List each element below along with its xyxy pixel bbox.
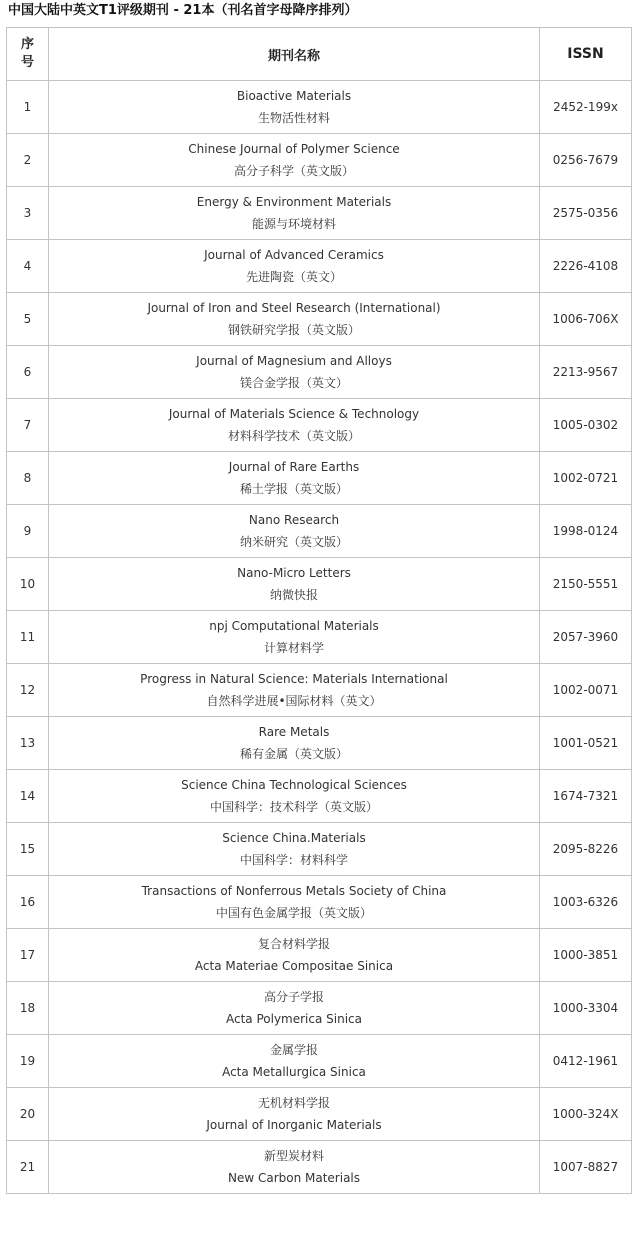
header-journal-name: 期刊名称 <box>49 28 540 81</box>
journal-name-line1: Chinese Journal of Polymer Science <box>188 142 400 156</box>
journal-name-line1: Progress in Natural Science: Materials International <box>140 672 448 686</box>
table-row <box>7 823 632 876</box>
row-issn: 1003-6326 <box>540 876 632 929</box>
table-row <box>7 293 632 346</box>
journal-name-line2: 稀有金属（英文版） <box>239 747 348 761</box>
table-row <box>7 717 632 770</box>
journal-name-line1: Transactions of Nonferrous Metals Society of China <box>141 884 447 898</box>
row-issn: 1000-324X <box>540 1088 632 1141</box>
row-serial-number: 8 <box>7 452 49 505</box>
table-row <box>7 81 632 134</box>
journal-name-line1: Journal of Materials Science & Technology <box>168 407 420 421</box>
row-journal-name <box>49 134 540 187</box>
journal-name-line2: 中国有色金属学报（英文版） <box>215 906 372 920</box>
table-row <box>7 770 632 823</box>
row-serial-number: 6 <box>7 346 49 399</box>
journal-name-line1: Science China.Materials <box>222 831 366 845</box>
table-header <box>7 28 632 81</box>
row-journal-name <box>49 664 540 717</box>
row-issn: 1007-8827 <box>540 1141 632 1194</box>
journal-name-line1: Nano Research <box>248 513 340 527</box>
journal-name-line2: 生物活性材料 <box>257 111 330 125</box>
row-issn: 2213-9567 <box>540 346 632 399</box>
row-serial-number: 20 <box>7 1088 49 1141</box>
row-issn: 1002-0721 <box>540 452 632 505</box>
row-issn: 2452-199x <box>540 81 632 134</box>
journal-name-line2: 钢铁研究学报（英文版） <box>227 323 360 337</box>
table-row <box>7 1035 632 1088</box>
journal-name-line2: 高分子科学（英文版） <box>233 164 354 178</box>
row-journal-name <box>49 982 540 1035</box>
journal-name-line2: 纳微快报 <box>269 588 318 602</box>
header-row <box>7 28 632 81</box>
row-journal-name <box>49 558 540 611</box>
row-issn: 1674-7321 <box>540 770 632 823</box>
journal-name-line2: Acta Materiae Compositae Sinica <box>194 959 394 973</box>
journal-name-line2: 纳米研究（英文版） <box>239 535 348 549</box>
row-serial-number: 19 <box>7 1035 49 1088</box>
row-journal-name <box>49 81 540 134</box>
table-row <box>7 929 632 982</box>
row-journal-name <box>49 1141 540 1194</box>
row-serial-number: 9 <box>7 505 49 558</box>
row-issn: 1002-0071 <box>540 664 632 717</box>
row-issn: 2095-8226 <box>540 823 632 876</box>
table-row <box>7 1088 632 1141</box>
page-title: 中国大陆中英文T1评级期刊 - 21本（刊名首字母降序排列） <box>8 3 358 18</box>
row-issn: 1005-0302 <box>540 399 632 452</box>
journal-name-line1: Energy & Environment Materials <box>196 195 392 209</box>
header-serial-line1: 序 <box>20 37 34 52</box>
row-issn: 0412-1961 <box>540 1035 632 1088</box>
row-journal-name <box>49 346 540 399</box>
row-journal-name <box>49 611 540 664</box>
row-journal-name <box>49 399 540 452</box>
row-issn: 2575-0356 <box>540 187 632 240</box>
journal-name-line1: 无机材料学报 <box>257 1096 330 1110</box>
journal-name-line1: Bioactive Materials <box>236 89 352 103</box>
journal-name-line2: 稀土学报（英文版） <box>239 482 348 496</box>
row-issn: 1001-0521 <box>540 717 632 770</box>
journal-name-line1: Journal of Advanced Ceramics <box>204 248 384 262</box>
row-serial-number: 14 <box>7 770 49 823</box>
row-journal-name <box>49 823 540 876</box>
row-journal-name <box>49 505 540 558</box>
journal-name-line2: Acta Polymerica Sinica <box>225 1012 362 1026</box>
row-issn: 0256-7679 <box>540 134 632 187</box>
journal-name-line2: Acta Metallurgica Sinica <box>222 1065 366 1079</box>
table-row <box>7 399 632 452</box>
row-issn: 1006-706X <box>540 293 632 346</box>
table-row <box>7 134 632 187</box>
header-serial-number <box>7 28 49 81</box>
journal-name-line2: 中国科学：技术科学（英文版） <box>209 800 378 814</box>
row-serial-number: 10 <box>7 558 49 611</box>
journal-name-line2: New Carbon Materials <box>227 1171 361 1185</box>
row-journal-name <box>49 1035 540 1088</box>
row-journal-name <box>49 240 540 293</box>
row-issn: 2226-4108 <box>540 240 632 293</box>
row-issn: 1998-0124 <box>540 505 632 558</box>
row-journal-name <box>49 1088 540 1141</box>
row-serial-number: 13 <box>7 717 49 770</box>
journal-name-line1: Nano-Micro Letters <box>237 566 351 580</box>
row-journal-name <box>49 187 540 240</box>
table-row <box>7 982 632 1035</box>
table-row <box>7 346 632 399</box>
journal-name-line1: 新型炭材料 <box>263 1149 324 1163</box>
row-serial-number: 1 <box>7 81 49 134</box>
row-serial-number: 5 <box>7 293 49 346</box>
row-serial-number: 18 <box>7 982 49 1035</box>
journal-name-line2: 中国科学：材料科学 <box>239 853 348 867</box>
journal-name-line1: 高分子学报 <box>263 990 324 1004</box>
row-serial-number: 4 <box>7 240 49 293</box>
journal-name-line1: Science China Technological Sciences <box>181 778 407 792</box>
header-issn: ISSN <box>540 28 632 81</box>
table-row <box>7 664 632 717</box>
table-row <box>7 240 632 293</box>
row-issn: 2057-3960 <box>540 611 632 664</box>
table-body <box>7 81 632 1194</box>
row-serial-number: 12 <box>7 664 49 717</box>
journal-name-line2: 能源与环境材料 <box>251 217 336 231</box>
row-serial-number: 21 <box>7 1141 49 1194</box>
row-issn: 2150-5551 <box>540 558 632 611</box>
row-serial-number: 7 <box>7 399 49 452</box>
table-row <box>7 1141 632 1194</box>
table-row <box>7 452 632 505</box>
row-journal-name <box>49 452 540 505</box>
header-serial-line2: 号 <box>20 55 34 70</box>
row-journal-name <box>49 293 540 346</box>
journal-name-line2: Journal of Inorganic Materials <box>206 1118 382 1132</box>
journal-name-line2: 材料科学技术（英文版） <box>227 429 360 443</box>
row-serial-number: 3 <box>7 187 49 240</box>
journal-name-line1: Journal of Rare Earths <box>228 460 360 474</box>
row-issn: 1000-3304 <box>540 982 632 1035</box>
row-journal-name <box>49 929 540 982</box>
journal-name-line2: 自然科学进展•国际材料（英文） <box>206 694 382 708</box>
row-journal-name <box>49 876 540 929</box>
journal-name-line1: npj Computational Materials <box>209 619 379 633</box>
row-issn: 1000-3851 <box>540 929 632 982</box>
table-row <box>7 558 632 611</box>
table-row <box>7 876 632 929</box>
row-serial-number: 17 <box>7 929 49 982</box>
row-serial-number: 16 <box>7 876 49 929</box>
table-row <box>7 187 632 240</box>
table-row <box>7 505 632 558</box>
row-journal-name <box>49 717 540 770</box>
row-serial-number: 11 <box>7 611 49 664</box>
row-journal-name <box>49 770 540 823</box>
table-row <box>7 611 632 664</box>
journal-name-line2: 计算材料学 <box>263 641 324 655</box>
journal-name-line1: 金属学报 <box>269 1043 318 1057</box>
row-serial-number: 2 <box>7 134 49 187</box>
journal-name-line1: Rare Metals <box>258 725 330 739</box>
journal-name-line1: Journal of Iron and Steel Research (International) <box>147 301 441 315</box>
journal-name-line2: 先进陶瓷（英文） <box>245 270 342 284</box>
journal-name-line1: 复合材料学报 <box>257 937 330 951</box>
row-serial-number: 15 <box>7 823 49 876</box>
journal-table <box>6 27 632 1194</box>
journal-name-line1: Journal of Magnesium and Alloys <box>196 354 392 368</box>
journal-name-line2: 镁合金学报（英文） <box>239 376 348 390</box>
